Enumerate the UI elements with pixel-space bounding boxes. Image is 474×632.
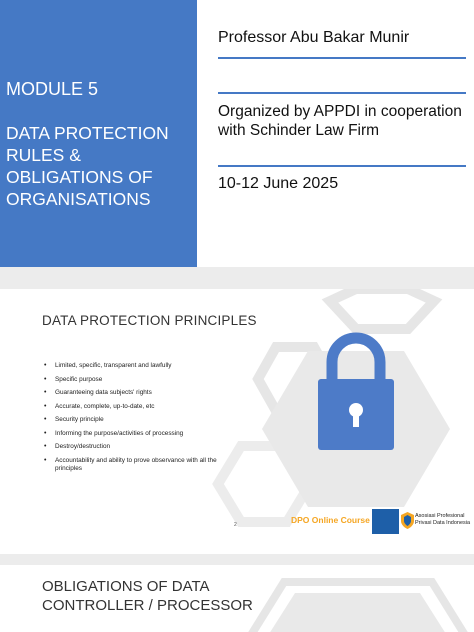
divider-line: [218, 92, 466, 94]
list-item: • Destroy/destruction: [44, 443, 244, 451]
partner-logo: [372, 509, 399, 534]
obligations-slide: [0, 565, 474, 632]
principles-slide: [0, 289, 474, 554]
divider-line: [218, 165, 466, 167]
list-item: • Guaranteeing data subjects' rights: [44, 389, 244, 397]
list-item: • Limited, specific, transparent and lawfully: [44, 362, 244, 370]
list-item: • Accountability and ability to prove observance with all the principles: [44, 457, 244, 473]
organizer-text: Organized by APPDI in cooperation with Schinder Law Firm: [218, 103, 462, 139]
slide-title: OBLIGATIONS OF DATA CONTROLLER / PROCESSOR: [42, 578, 253, 614]
title-slide: [0, 0, 474, 267]
module-title: DATA PROTECTION RULES & OBLIGATIONS OF ORGANISATIONS: [6, 123, 169, 209]
list-item: • Security principle: [44, 416, 244, 424]
info-panel: [197, 0, 474, 267]
presenter-name: Professor Abu Bakar Munir: [218, 29, 410, 46]
event-date: 10-12 June 2025: [218, 175, 339, 192]
list-item: • Specific purpose: [44, 376, 244, 384]
principles-list: [44, 362, 244, 478]
course-label: DPO Online Course: [291, 515, 370, 525]
association-name: Asosiasi Profesional Privasi Data Indonesia: [415, 513, 471, 526]
title-panel: [0, 0, 197, 267]
divider-line: [218, 57, 466, 59]
page-number: 2: [234, 522, 237, 528]
slide-title: DATA PROTECTION PRINCIPLES: [42, 313, 257, 328]
shield-icon: [401, 512, 414, 529]
list-item: • Informing the purpose/activities of processing: [44, 430, 244, 438]
list-item: • Accurate, complete, up-to-date, etc: [44, 403, 244, 411]
module-label: MODULE 5: [6, 79, 99, 99]
